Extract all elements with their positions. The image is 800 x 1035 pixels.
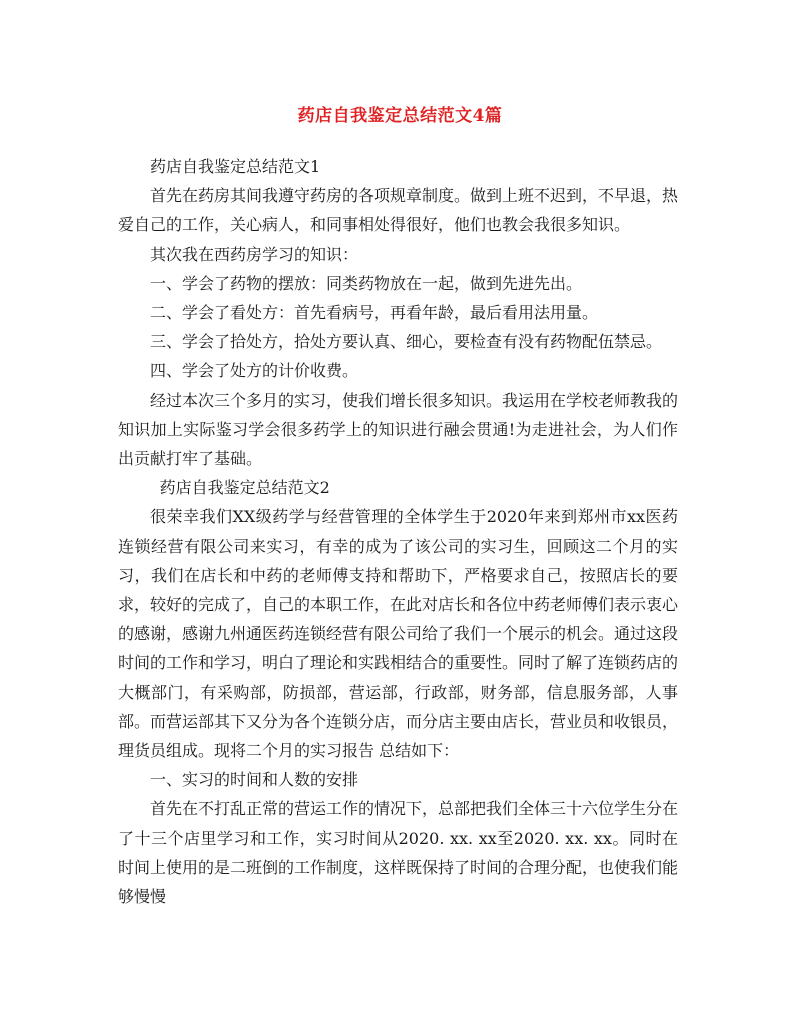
paragraph: 首先在药房其间我遵守药房的各项规章制度。做到上班不迟到，不早退，热爱自己的工作，关心病人，和同事相处得很好，他们也教会我很多知识。	[118, 186, 679, 235]
paragraph: 其次我在西药房学习的知识：	[150, 244, 359, 264]
section-heading-2: 药店自我鉴定总结范文2	[159, 478, 330, 498]
list-item: 三、学会了拾处方，拾处方要认真、细心，要检查有没有药物配伍禁忌。	[150, 332, 663, 352]
paragraph: 首先在不打乱正常的营运工作的情况下，总部把我们全体三十六位学生分在了十三个店里学习和工作，实习时间从2020. xx. xx至2020. xx. xx。同时在时间上使用的是二班倒的工作制度，这样既保持了时间的合理分配，也使我们能够慢慢	[118, 799, 679, 907]
list-item: 二、学会了看处方：首先看病号，再看年龄，最后看用法用量。	[150, 303, 599, 323]
document-title: 药店自我鉴定总结范文4篇	[297, 106, 503, 126]
paragraph: 经过本次三个多月的实习，使我们增长很多知识。我运用在学校老师教我的知识加上实际鉴习学会很多药学上的知识进行融会贯通!为走进社会，为人们作出贡献打牢了基础。	[118, 390, 679, 469]
list-item: 一、学会了药物的摆放：同类药物放在一起，做到先进先出。	[150, 273, 583, 293]
document-body	[118, 152, 678, 911]
section-heading-1: 药店自我鉴定总结范文1	[150, 157, 321, 176]
paragraph: 很荣幸我们XX级药学与经营管理的全体学生于2020年来到郑州市xx医药连锁经营有限公司来实习，有幸的成为了该公司的实习生，回顾这二个月的实习，我们在店长和中药的老师傅支持和帮助下，严格要求自己，按照店长的要求，较好的完成了，自己的本职工作，在此对店长和各位中药老师傅们表示衷心的感谢，感谢九州通医药连锁经营有限公司给了我们一个展示的机会。通过这段时间的工作和学习，明白了理论和实践相结合的重要性。同时了解了连锁药店的大概部门，有采购部，防损部，营运部，行政部，财务部，信息服务部，人事部。而营运部其下又分为各个连锁分店，而分店主要由店长，营业员和收银员，理货员组成。现将二个月的实习报告 总结如下：	[118, 507, 679, 761]
list-item: 四、学会了处方的计价收费。	[150, 361, 359, 381]
subsection-heading: 一、实习的时间和人数的安排	[150, 770, 359, 790]
